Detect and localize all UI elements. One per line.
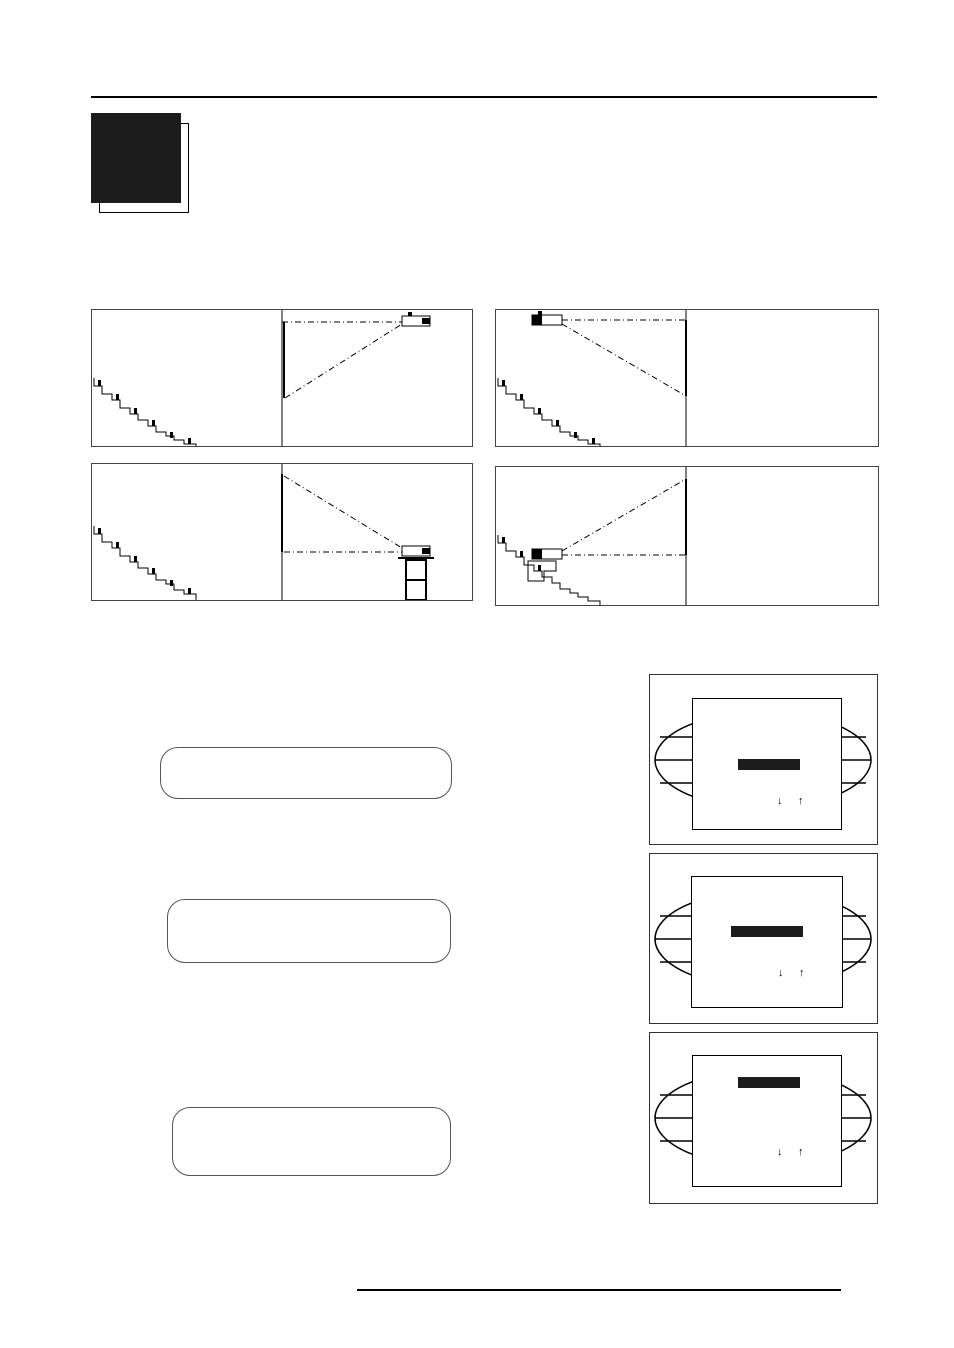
diagram-front-ceiling (91, 309, 473, 447)
menu-item-selected[interactable] (738, 1077, 800, 1088)
arrow-up-icon: ↑ (798, 1146, 804, 1158)
diagram-rear-table (495, 466, 879, 606)
arrow-up-icon: ↑ (799, 967, 805, 979)
diagram-rear-ceiling (495, 309, 879, 447)
menu-panel (691, 876, 843, 1008)
menu-item-selected[interactable] (738, 759, 800, 770)
callout-box-2 (167, 899, 451, 963)
front-ceiling-drawing (92, 310, 472, 446)
arrow-down-icon: ↓ (777, 1146, 783, 1158)
chapter-number (91, 113, 181, 203)
diagram-front-table (91, 463, 473, 601)
menu-screen-3 (649, 1032, 878, 1204)
callout-box-1 (160, 747, 452, 799)
callout-box-3 (172, 1107, 451, 1176)
menu-item-selected[interactable] (731, 926, 803, 937)
menu-panel (692, 698, 842, 830)
header-rule (91, 96, 877, 98)
menu-panel (692, 1055, 842, 1187)
rear-ceiling-drawing (496, 310, 878, 446)
arrow-down-icon: ↓ (778, 967, 784, 979)
front-table-drawing (92, 464, 472, 600)
arrow-up-icon: ↑ (798, 795, 804, 807)
menu-screen-1 (649, 674, 878, 845)
menu-screen-2 (649, 853, 878, 1024)
chapter-block (91, 113, 181, 203)
arrow-down-icon: ↓ (777, 795, 783, 807)
footer-rule (357, 1289, 841, 1291)
rear-table-drawing (496, 467, 878, 605)
